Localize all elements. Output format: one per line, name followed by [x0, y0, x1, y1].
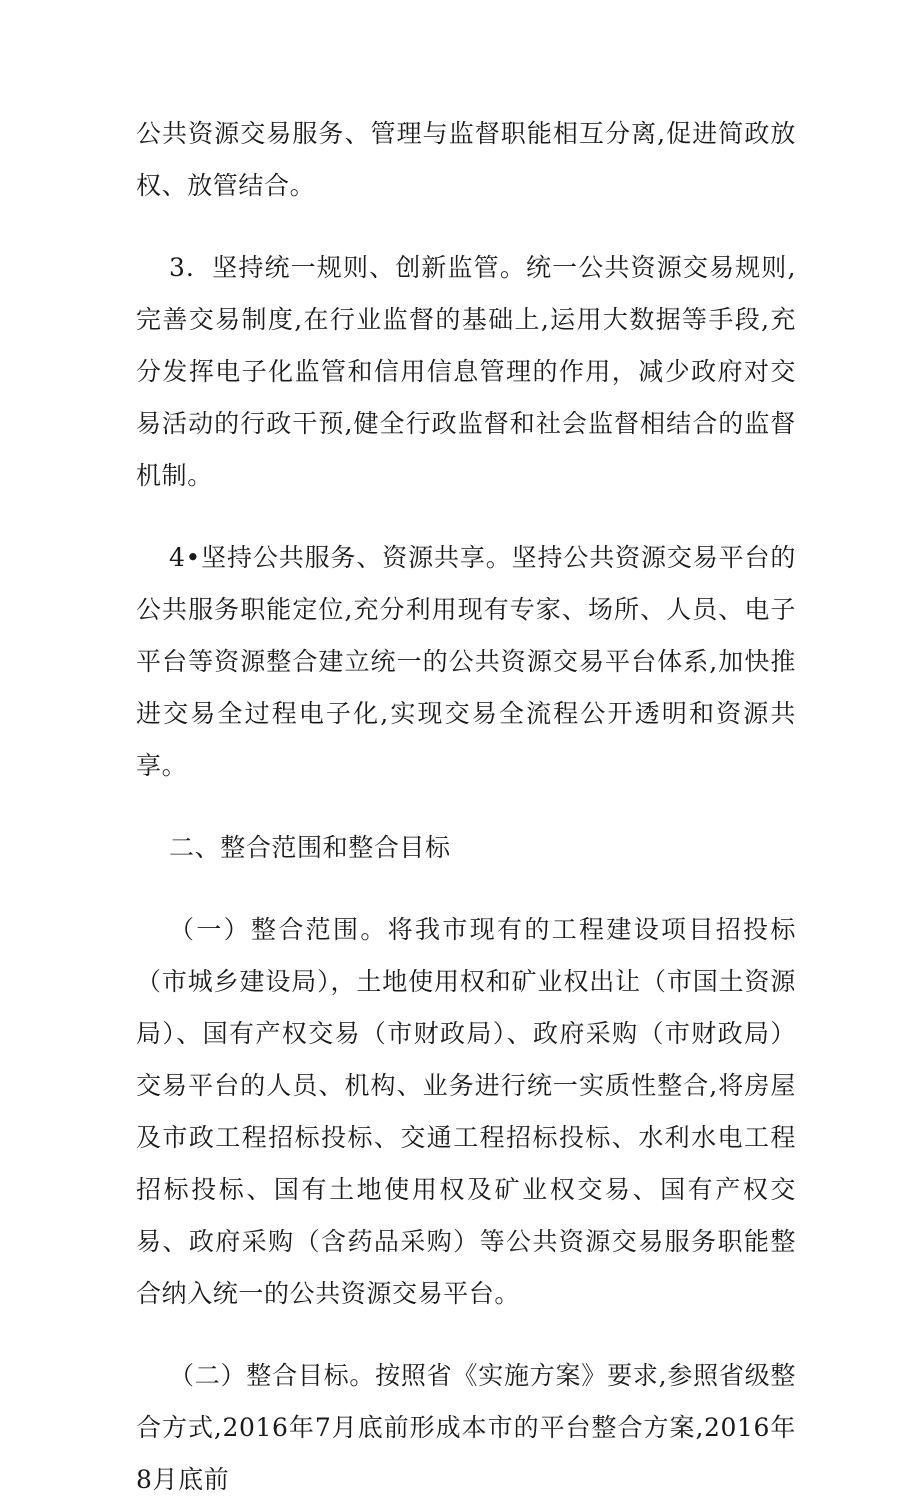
paragraph-separation-of-functions: 公共资源交易服务、管理与监督职能相互分离,促进简政放权、放管结合。	[136, 119, 796, 200]
document-body	[136, 108, 796, 1506]
paragraph-integration-goals: （二）整合目标。按照省《实施方案》要求,参照省级整合方式,2016年7月底前形成本市的平台整合方案,2016年8月底前	[136, 1361, 796, 1494]
paragraph-public-service-sharing: 4•坚持公共服务、资源共享。坚持公共资源交易平台的公共服务职能定位,充分利用现有专家、场所、人员、电子平台等资源整合建立统一的公共资源交易平台体系,加快推进交易全过程电子化,实现交易全流程公开透明和资源共享。	[136, 543, 796, 780]
paragraph-integration-scope: （一）整合范围。将我市现有的工程建设项目招投标（市城乡建设局），土地使用权和矿业权出让（市国土资源局）、国有产权交易（市财政局）、政府采购（市财政局）交易平台的人员、机构、业务进行统一实质性整合,将房屋及市政工程招标投标、交通工程招标投标、水利水电工程招标投标、国有土地使用权及矿业权交易、国有产权交易、政府采购（含药品采购）等公共资源交易服务职能整合纳入统一的公共资源交易平台。	[136, 915, 796, 1308]
paragraph-unified-rules: 3．坚持统一规则、创新监管。统一公共资源交易规则,完善交易制度,在行业监督的基础上,运用大数据等手段,充分发挥电子化监管和信用信息管理的作用，减少政府对交易活动的行政干预,健全行政监督和社会监督相结合的监督机制。	[136, 253, 796, 490]
section-heading-scope-and-goals: 二、整合范围和整合目标	[169, 833, 451, 862]
